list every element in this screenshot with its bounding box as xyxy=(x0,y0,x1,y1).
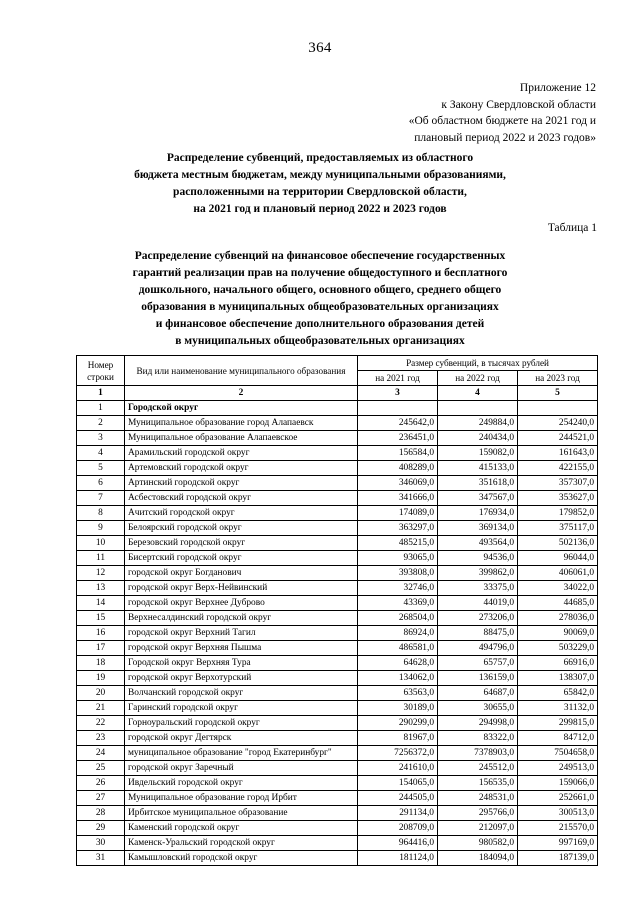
amount-2022-cell: 44019,0 xyxy=(438,596,518,611)
amount-2023-cell: 84712,0 xyxy=(518,731,598,746)
row-number-cell: 30 xyxy=(77,836,125,851)
amount-2022-cell: 240434,0 xyxy=(438,431,518,446)
municipality-name-cell: городской округ Верхняя Пышма xyxy=(125,641,358,656)
header-municipality-name: Вид или наименование муниципального образования xyxy=(125,356,358,386)
municipality-name-cell: Асбестовский городской округ xyxy=(125,491,358,506)
row-number-cell: 21 xyxy=(77,701,125,716)
table-row xyxy=(77,491,598,506)
municipality-name-cell: Волчанский городской округ xyxy=(125,686,358,701)
amount-2022-cell: 156535,0 xyxy=(438,776,518,791)
municipality-name-cell: Городской округ Верхняя Тура xyxy=(125,656,358,671)
column-number-1: 1 xyxy=(77,386,125,401)
table-row xyxy=(77,731,598,746)
amount-2022-cell: 295766,0 xyxy=(438,806,518,821)
municipality-name-cell: Арамильский городской округ xyxy=(125,446,358,461)
amount-2023-cell: 299815,0 xyxy=(518,716,598,731)
table-row xyxy=(77,551,598,566)
amount-2023-cell: 7504658,0 xyxy=(518,746,598,761)
amount-2023-cell: 249513,0 xyxy=(518,761,598,776)
amount-2021-cell: 268504,0 xyxy=(358,611,438,626)
municipality-name-cell: Муниципальное образование Алапаевское xyxy=(125,431,358,446)
amount-2023-cell: 96044,0 xyxy=(518,551,598,566)
column-number-5: 5 xyxy=(518,386,598,401)
amount-2022-cell: 351618,0 xyxy=(438,476,518,491)
amount-2022-cell: 7378903,0 xyxy=(438,746,518,761)
table-row xyxy=(77,701,598,716)
header-row-number-line1: Номер xyxy=(87,359,114,370)
amount-2022-cell: 369134,0 xyxy=(438,521,518,536)
row-number-cell: 19 xyxy=(77,671,125,686)
amount-2022-cell: 176934,0 xyxy=(438,506,518,521)
appendix-line-1: Приложение 12 xyxy=(519,82,596,94)
amount-2023-cell: 31132,0 xyxy=(518,701,598,716)
table-row xyxy=(77,596,598,611)
amount-2022-cell xyxy=(438,401,518,416)
row-number-cell: 7 xyxy=(77,491,125,506)
amount-2023-cell: 422155,0 xyxy=(518,461,598,476)
amount-2022-cell: 30655,0 xyxy=(438,701,518,716)
document-subtitle-line-2: гарантий реализации прав на получение общедоступного и бесплатного xyxy=(132,267,508,279)
table-row xyxy=(77,401,598,416)
amount-2023-cell: 278036,0 xyxy=(518,611,598,626)
amount-2022-cell: 136159,0 xyxy=(438,671,518,686)
municipality-name-cell: Городской округ xyxy=(125,401,358,416)
amount-2021-cell: 964416,0 xyxy=(358,836,438,851)
municipality-name-cell: Ирбитское муниципальное образование xyxy=(125,806,358,821)
amount-2023-cell: 90069,0 xyxy=(518,626,598,641)
amount-2023-cell: 375117,0 xyxy=(518,521,598,536)
table-row xyxy=(77,716,598,731)
table-row xyxy=(77,686,598,701)
table-row xyxy=(77,746,598,761)
amount-2023-cell: 161643,0 xyxy=(518,446,598,461)
amount-2021-cell: 64628,0 xyxy=(358,656,438,671)
row-number-cell: 6 xyxy=(77,476,125,491)
appendix-line-2: к Закону Свердловской области xyxy=(441,98,596,111)
row-number-cell: 13 xyxy=(77,581,125,596)
amount-2023-cell: 997169,0 xyxy=(518,836,598,851)
table-row xyxy=(77,851,598,866)
amount-2021-cell: 154065,0 xyxy=(358,776,438,791)
row-number-cell: 5 xyxy=(77,461,125,476)
document-title-line-2: бюджета местным бюджетам, между муниципальными образованиями, xyxy=(134,169,506,181)
amount-2021-cell: 393808,0 xyxy=(358,566,438,581)
table-row xyxy=(77,506,598,521)
header-year-2022: на 2022 год xyxy=(438,371,518,386)
municipality-name-cell: Верхнесалдинский городской округ xyxy=(125,611,358,626)
municipality-name-cell: городской округ Богданович xyxy=(125,566,358,581)
amount-2021-cell: 485215,0 xyxy=(358,536,438,551)
amount-2022-cell: 415133,0 xyxy=(438,461,518,476)
municipality-name-cell: Березовский городской округ xyxy=(125,536,358,551)
document-subtitle-line-3: дошкольного, начального общего, основного общего, среднего общего xyxy=(138,284,502,296)
row-number-cell: 22 xyxy=(77,716,125,731)
table-row xyxy=(77,656,598,671)
amount-2021-cell: 43369,0 xyxy=(358,596,438,611)
municipality-name-cell: городской округ Верх-Нейвинский xyxy=(125,581,358,596)
column-number-4: 4 xyxy=(438,386,518,401)
municipality-name-cell: городской округ Верхний Тагил xyxy=(125,626,358,641)
amount-2021-cell: 134062,0 xyxy=(358,671,438,686)
municipality-name-cell: городской округ Заречный xyxy=(125,761,358,776)
amount-2022-cell: 65757,0 xyxy=(438,656,518,671)
amount-2022-cell: 212097,0 xyxy=(438,821,518,836)
amount-2022-cell: 494796,0 xyxy=(438,641,518,656)
table-row xyxy=(77,611,598,626)
table-row xyxy=(77,461,598,476)
amount-2023-cell: 187139,0 xyxy=(518,851,598,866)
header-year-2021: на 2021 год xyxy=(358,371,438,386)
table-row xyxy=(77,761,598,776)
amount-2022-cell: 88475,0 xyxy=(438,626,518,641)
amount-2021-cell: 93065,0 xyxy=(358,551,438,566)
amount-2022-cell: 980582,0 xyxy=(438,836,518,851)
amount-2022-cell: 273206,0 xyxy=(438,611,518,626)
row-number-cell: 23 xyxy=(77,731,125,746)
subventions-table xyxy=(76,355,598,866)
row-number-cell: 20 xyxy=(77,686,125,701)
amount-2023-cell: 406061,0 xyxy=(518,566,598,581)
amount-2023-cell: 179852,0 xyxy=(518,506,598,521)
amount-2021-cell: 341666,0 xyxy=(358,491,438,506)
header-year-2023: на 2023 год xyxy=(518,371,598,386)
amount-2022-cell: 94536,0 xyxy=(438,551,518,566)
header-amount-group: Размер субвенций, в тысячах рублей xyxy=(358,356,598,371)
amount-2022-cell: 249884,0 xyxy=(438,416,518,431)
header-row-number xyxy=(77,356,125,386)
amount-2021-cell: 245642,0 xyxy=(358,416,438,431)
page-number: 364 xyxy=(308,40,332,56)
row-number-cell: 25 xyxy=(77,761,125,776)
amount-2022-cell: 83322,0 xyxy=(438,731,518,746)
municipality-name-cell: Горноуральский городской округ xyxy=(125,716,358,731)
municipality-name-cell: Муниципальное образование город Алапаевск xyxy=(125,416,358,431)
amount-2022-cell: 159082,0 xyxy=(438,446,518,461)
row-number-cell: 28 xyxy=(77,806,125,821)
table-row xyxy=(77,431,598,446)
table-label: Таблица 1 xyxy=(547,222,597,234)
amount-2021-cell: 86924,0 xyxy=(358,626,438,641)
row-number-cell: 27 xyxy=(77,791,125,806)
amount-2021-cell: 408289,0 xyxy=(358,461,438,476)
table-row xyxy=(77,821,598,836)
amount-2022-cell: 347567,0 xyxy=(438,491,518,506)
row-number-cell: 31 xyxy=(77,851,125,866)
appendix-reference-block xyxy=(300,80,596,146)
amount-2021-cell: 486581,0 xyxy=(358,641,438,656)
amount-2021-cell: 63563,0 xyxy=(358,686,438,701)
row-number-cell: 14 xyxy=(77,596,125,611)
amount-2021-cell: 7256372,0 xyxy=(358,746,438,761)
amount-2023-cell: 159066,0 xyxy=(518,776,598,791)
document-title xyxy=(70,150,570,218)
table-row xyxy=(77,476,598,491)
amount-2021-cell: 156584,0 xyxy=(358,446,438,461)
municipality-name-cell: Каменский городской округ xyxy=(125,821,358,836)
amount-2021-cell: 236451,0 xyxy=(358,431,438,446)
row-number-cell: 12 xyxy=(77,566,125,581)
amount-2023-cell: 34022,0 xyxy=(518,581,598,596)
municipality-name-cell: Белоярский городской округ xyxy=(125,521,358,536)
header-row-number-line2: строки xyxy=(87,371,114,382)
municipality-name-cell: городской округ Дегтярск xyxy=(125,731,358,746)
table-row xyxy=(77,791,598,806)
amount-2021-cell: 208709,0 xyxy=(358,821,438,836)
row-number-cell: 17 xyxy=(77,641,125,656)
amount-2023-cell xyxy=(518,401,598,416)
amount-2022-cell: 64687,0 xyxy=(438,686,518,701)
row-number-cell: 29 xyxy=(77,821,125,836)
row-number-cell: 10 xyxy=(77,536,125,551)
document-title-line-1: Распределение субвенций, предоставляемых из областного xyxy=(166,152,474,164)
amount-2023-cell: 502136,0 xyxy=(518,536,598,551)
row-number-cell: 1 xyxy=(77,401,125,416)
municipality-name-cell: городской округ Верхнее Дуброво xyxy=(125,596,358,611)
table-row xyxy=(77,446,598,461)
row-number-cell: 24 xyxy=(77,746,125,761)
municipality-name-cell: Артинский городской округ xyxy=(125,476,358,491)
amount-2023-cell: 66916,0 xyxy=(518,656,598,671)
amount-2022-cell: 245512,0 xyxy=(438,761,518,776)
amount-2021-cell: 363297,0 xyxy=(358,521,438,536)
amount-2023-cell: 353627,0 xyxy=(518,491,598,506)
municipality-name-cell: Каменск-Уральский городской округ xyxy=(125,836,358,851)
amount-2021-cell: 290299,0 xyxy=(358,716,438,731)
amount-2022-cell: 184094,0 xyxy=(438,851,518,866)
municipality-name-cell: Бисертский городской округ xyxy=(125,551,358,566)
column-number-2: 2 xyxy=(125,386,358,401)
amount-2023-cell: 503229,0 xyxy=(518,641,598,656)
amount-2021-cell: 241610,0 xyxy=(358,761,438,776)
row-number-cell: 11 xyxy=(77,551,125,566)
amount-2023-cell: 300513,0 xyxy=(518,806,598,821)
table-row xyxy=(77,641,598,656)
row-number-cell: 9 xyxy=(77,521,125,536)
municipality-name-cell: муниципальное образование "город Екатеринбург" xyxy=(125,746,358,761)
table-header-row-main xyxy=(77,356,598,371)
amount-2023-cell: 44685,0 xyxy=(518,596,598,611)
amount-2021-cell: 174089,0 xyxy=(358,506,438,521)
municipality-name-cell: Ачитский городской округ xyxy=(125,506,358,521)
row-number-cell: 2 xyxy=(77,416,125,431)
row-number-cell: 3 xyxy=(77,431,125,446)
amount-2023-cell: 244521,0 xyxy=(518,431,598,446)
table-row xyxy=(77,416,598,431)
table-row xyxy=(77,566,598,581)
table-row xyxy=(77,776,598,791)
row-number-cell: 26 xyxy=(77,776,125,791)
document-title-line-3: расположенными на территории Свердловской области, xyxy=(173,186,467,198)
municipality-name-cell: Ивдельский городской округ xyxy=(125,776,358,791)
amount-2021-cell: 30189,0 xyxy=(358,701,438,716)
amount-2021-cell: 81967,0 xyxy=(358,731,438,746)
row-number-cell: 8 xyxy=(77,506,125,521)
row-number-cell: 16 xyxy=(77,626,125,641)
table-row xyxy=(77,806,598,821)
column-number-row xyxy=(77,386,598,401)
amount-2023-cell: 357307,0 xyxy=(518,476,598,491)
municipality-name-cell: Муниципальное образование город Ирбит xyxy=(125,791,358,806)
amount-2021-cell: 291134,0 xyxy=(358,806,438,821)
column-number-3: 3 xyxy=(358,386,438,401)
document-subtitle-line-1: Распределение субвенций на финансовое обеспечение государственных xyxy=(134,250,506,262)
amount-2022-cell: 493564,0 xyxy=(438,536,518,551)
table-row xyxy=(77,536,598,551)
table-row xyxy=(77,626,598,641)
amount-2023-cell: 215570,0 xyxy=(518,821,598,836)
document-title-line-4: на 2021 год и плановый период 2022 и 2023 годов xyxy=(193,203,447,215)
amount-2021-cell: 244505,0 xyxy=(358,791,438,806)
table-head xyxy=(77,356,598,386)
row-number-cell: 15 xyxy=(77,611,125,626)
amount-2022-cell: 33375,0 xyxy=(438,581,518,596)
table-body xyxy=(77,386,598,866)
amount-2022-cell: 294998,0 xyxy=(438,716,518,731)
amount-2021-cell: 181124,0 xyxy=(358,851,438,866)
subventions-table-wrapper xyxy=(76,355,597,866)
appendix-line-3: «Об областном бюджете на 2021 год и xyxy=(408,115,596,127)
municipality-name-cell: Артемовский городской округ xyxy=(125,461,358,476)
table-row xyxy=(77,836,598,851)
amount-2022-cell: 399862,0 xyxy=(438,566,518,581)
amount-2021-cell xyxy=(358,401,438,416)
municipality-name-cell: городской округ Верхотурский xyxy=(125,671,358,686)
amount-2023-cell: 254240,0 xyxy=(518,416,598,431)
document-subtitle-line-5: и финансовое обеспечение дополнительного образования детей xyxy=(155,318,485,330)
row-number-cell: 18 xyxy=(77,656,125,671)
amount-2023-cell: 138307,0 xyxy=(518,671,598,686)
table-row xyxy=(77,581,598,596)
document-subtitle-line-6: в муниципальных общеобразовательных организациях xyxy=(175,335,465,347)
document-subtitle-line-4: образования в муниципальных общеобразовательных организациях xyxy=(141,301,499,313)
table-row xyxy=(77,521,598,536)
amount-2023-cell: 252661,0 xyxy=(518,791,598,806)
amount-2021-cell: 32746,0 xyxy=(358,581,438,596)
appendix-line-4: плановый период 2022 и 2023 годов» xyxy=(414,131,596,144)
row-number-cell: 4 xyxy=(77,446,125,461)
municipality-name-cell: Гаринский городской округ xyxy=(125,701,358,716)
amount-2022-cell: 248531,0 xyxy=(438,791,518,806)
amount-2021-cell: 346069,0 xyxy=(358,476,438,491)
table-row xyxy=(77,671,598,686)
municipality-name-cell: Камышловский городской округ xyxy=(125,851,358,866)
amount-2023-cell: 65842,0 xyxy=(518,686,598,701)
document-subtitle xyxy=(70,248,570,350)
